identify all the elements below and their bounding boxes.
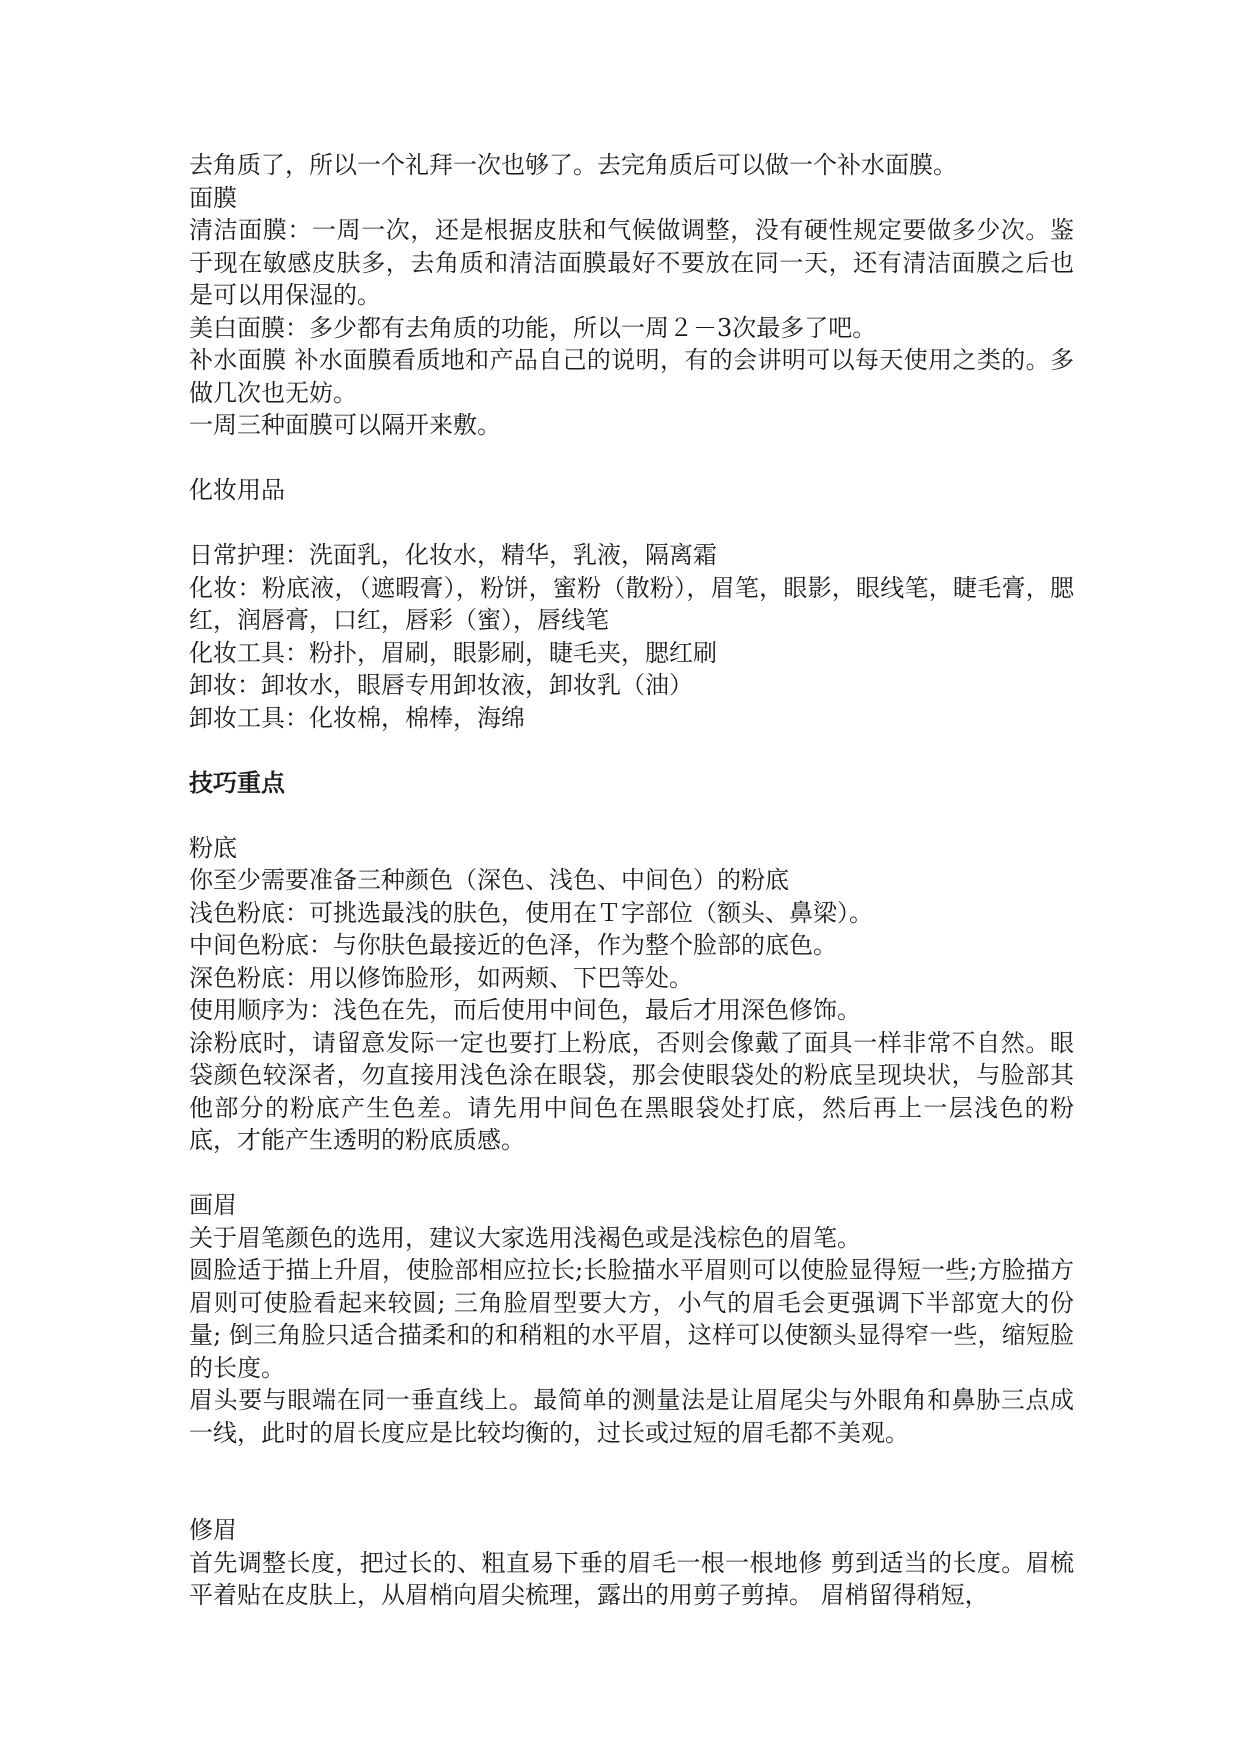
paragraph-makeup-items: 化妆：粉底液，（遮暇膏），粉饼，蜜粉（散粉），眉笔，眼影，眼线笔，睫毛膏，腮红，润唇膏，口红，唇彩（蜜），唇线笔	[189, 573, 1074, 634]
paragraph-dark-foundation: 深色粉底：用以修饰脸形，如两颊、下巴等处。	[189, 963, 693, 992]
heading-cosmetics: 化妆用品	[189, 476, 285, 504]
paragraph-makeup-tools: 化妆工具：粉扑，眉刷，眼影刷，睫毛夹，腮红刷	[189, 638, 717, 667]
paragraph-daily-care: 日常护理：洗面乳，化妆水，精华，乳液，隔离霜	[189, 541, 717, 569]
paragraph-whitening-mask: 美白面膜：多少都有去角质的功能，所以一周２－3次最多了吧。	[189, 313, 877, 342]
heading-mask: 面膜	[189, 183, 237, 212]
paragraph-brow-pencil-color: 关于眉笔颜色的选用，建议大家选用浅褐色或是浅棕色的眉笔。	[189, 1223, 861, 1252]
paragraph-brow-alignment: 眉头要与眼端在同一垂直线上。最简单的测量法是让眉尾尖与外眼角和鼻胁三点成一线，此时的眉长度应是比较均衡的，过长或过短的眉毛都不美观。	[189, 1386, 1074, 1447]
spacer	[189, 799, 1074, 832]
spacer	[189, 734, 1074, 767]
heading-eyebrow-drawing: 画眉	[189, 1191, 237, 1219]
heading-foundation: 粉底	[189, 833, 237, 862]
paragraph-foundation-tips: 涂粉底时，请留意发际一定也要打上粉底，否则会像戴了面具一样非常不自然。眼袋颜色较深者，勿直接用浅色涂在眼袋，那会使眼袋处的粉底呈现块状，与脸部其他部分的粉底产生色差。请先用中间色在黑眼袋处打底，然后再上一层浅色的粉底，才能产生透明的粉底质感。	[189, 1028, 1074, 1154]
paragraph-foundation-colors: 你至少需要准备三种颜色（深色、浅色、中间色）的粉底	[189, 866, 789, 894]
spacer	[189, 442, 1074, 475]
spacer	[189, 507, 1074, 540]
paragraph-brow-trimming: 首先调整长度，把过长的、粗直易下垂的眉毛一根一根地修 剪到适当的长度。眉梳平着贴在皮肤上，从眉梢向眉尖梳理，露出的用剪子剪掉。 眉梢留得稍短，	[189, 1548, 1074, 1609]
heading-key-techniques: 技巧重点	[189, 768, 285, 797]
heading-eyebrow-trimming: 修眉	[189, 1516, 237, 1544]
paragraph-cleansing-mask: 清洁面膜：一周一次，还是根据皮肤和气候做调整，没有硬性规定要做多少次。鉴于现在敏感皮肤多，去角质和清洁面膜最好不要放在同一天，还有清洁面膜之后也是可以用保湿的。	[189, 216, 1074, 309]
spacer	[189, 1157, 1074, 1190]
paragraph-light-foundation: 浅色粉底：可挑选最浅的肤色，使用在Ｔ字部位（额头、鼻梁）。	[189, 898, 873, 927]
paragraph-makeup-removal: 卸妆：卸妆水，眼唇专用卸妆液，卸妆乳（油）	[189, 671, 693, 699]
document-page	[189, 149, 1074, 1612]
paragraph-hydrating-mask: 补水面膜 补水面膜看质地和产品自己的说明，有的会讲明可以每天使用之类的。多做几次也无妨。	[189, 346, 1074, 407]
paragraph-exfoliation-frequency: 去角质了，所以一个礼拜一次也够了。去完角质后可以做一个补水面膜。	[189, 151, 957, 179]
spacer	[189, 1449, 1074, 1514]
paragraph-medium-foundation: 中间色粉底：与你肤色最接近的色泽，作为整个脸部的底色。	[189, 931, 837, 959]
paragraph-removal-tools: 卸妆工具：化妆棉，棉棒，海绵	[189, 703, 525, 732]
paragraph-brow-face-shapes: 圆脸适于描上升眉，使脸部相应拉长;长脸描水平眉则可以使脸显得短一些;方脸描方眉则可使脸看起来较圆; 三角脸眉型要大方，小气的眉毛会更强调下半部宽大的份量; 倒三角脸只适合描柔和的和稍粗的水平眉，这样可以使额头显得窄一些，缩短脸的长度。	[189, 1256, 1074, 1382]
paragraph-foundation-order: 使用顺序为：浅色在先，而后使用中间色，最后才用深色修饰。	[189, 996, 861, 1024]
paragraph-mask-schedule: 一周三种面膜可以隔开来敷。	[189, 411, 501, 439]
